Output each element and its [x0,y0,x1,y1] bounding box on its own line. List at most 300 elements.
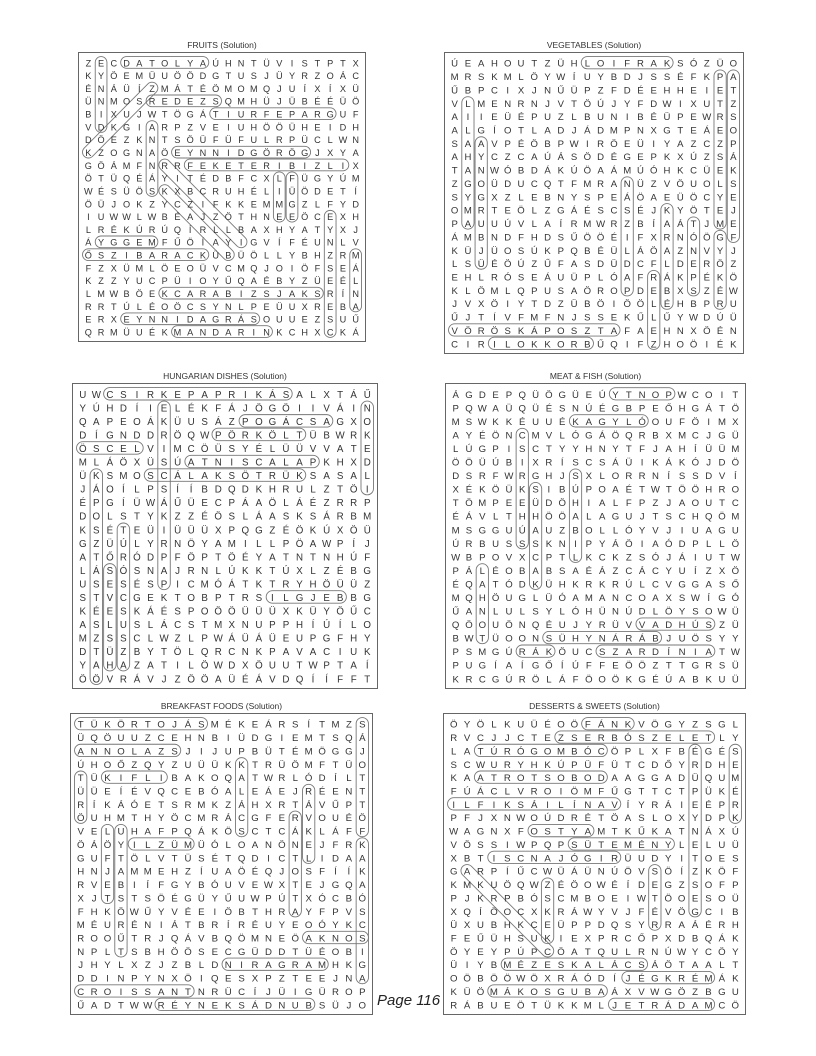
grid-letter: J [612,1000,618,1012]
grid-letter: K [309,525,317,537]
grid-letter: R [214,647,222,659]
grid-letter: K [211,799,219,811]
grid-letter: S [174,135,181,146]
grid-letter: L [546,674,552,686]
grid-letter: Ö [92,674,101,686]
grid-letter: N [174,538,182,550]
grid-letter: Ö [596,232,605,244]
grid-letter: U [224,880,232,892]
grid-letter: L [145,773,151,785]
grid-letter: R [597,138,605,150]
grid-letter: V [157,853,165,865]
grid-letter: K [359,866,366,878]
grid-letter: B [705,986,712,998]
grid-letter: A [136,58,143,69]
grid-letter: Q [78,416,87,428]
grid-letter: A [359,853,366,865]
grid-letter: G [301,147,309,158]
grid-letter: Y [585,620,593,632]
grid-letter: R [731,799,739,811]
grid-letter: M [116,813,125,825]
grid-letter: Í [94,430,98,442]
grid-letter: R [211,813,219,825]
grid-letter: Ö [291,933,299,945]
grid-letter: D [678,1000,686,1012]
grid-letter: L [598,1000,604,1012]
grid-letter: R [157,1000,165,1012]
grid-letter: I [176,314,179,325]
grid-letter: M [624,839,633,851]
grid-letter: R [345,839,353,851]
grid-letter: Z [544,880,551,892]
grid-letter: M [304,759,313,771]
grid-letter: S [131,986,138,998]
grid-letter: C [624,960,632,972]
grid-letter: Á [214,416,222,428]
grid-letter: J [573,620,578,632]
grid-letter: B [211,933,219,945]
grid-letter: L [107,511,113,523]
grid-letter: G [133,593,141,605]
grid-letter: E [187,96,194,107]
grid-letter: R [570,219,578,231]
grid-letter: K [663,58,671,70]
grid-letter: T [314,58,321,69]
grid-letter: C [705,906,712,918]
grid-letter: H [171,866,179,878]
grid-letter: Y [104,960,111,972]
grid-letter: Ü [731,606,739,618]
grid-letter: I [243,389,247,401]
grid-letter: G [122,122,131,133]
grid-letter: G [336,416,344,428]
grid-letter: U [288,301,296,312]
letter-grid [78,52,366,342]
grid-letter: P [571,759,578,771]
grid-letter: L [652,606,659,618]
grid-letter: R [638,430,646,442]
grid-letter: Ü [464,245,472,257]
grid-letter: Ú [463,786,471,798]
grid-letter: Ú [492,457,500,469]
grid-letter: O [304,920,313,932]
grid-letter: N [214,457,222,469]
grid-letter: D [638,606,646,618]
letter-grid [70,713,373,1015]
grid-letter: Z [314,314,321,325]
grid-letter: P [718,813,726,825]
grid-letter: Í [137,83,141,94]
grid-letter: S [678,471,686,483]
grid-letter: Ü [718,444,726,456]
grid-letter: U [505,606,513,618]
grid-letter: B [133,647,141,659]
grid-letter: I [680,525,684,537]
grid-letter: G [716,232,724,244]
grid-letter: A [678,498,686,510]
grid-letter: K [663,152,671,164]
grid-letter: Á [598,430,606,442]
grid-letter: A [610,325,618,337]
grid-letter: A [160,565,168,577]
grid-letter: D [676,259,684,271]
grid-letter: J [478,813,483,825]
grid-letter: S [572,471,579,483]
grid-letter: Ö [491,484,500,496]
grid-letter: Ö [295,525,304,537]
grid-letter: R [518,647,526,659]
grid-letter: I [162,444,166,456]
grid-letter: F [557,259,564,271]
grid-letter: A [199,314,206,325]
grid-letter: K [732,933,739,945]
grid-letter: T [171,853,178,865]
grid-letter: G [678,579,686,591]
grid-letter: P [638,498,646,510]
grid-letter: E [323,593,330,605]
grid-letter: K [318,933,326,945]
grid-letter: D [332,853,339,865]
grid-letter: T [340,58,346,69]
grid-letter: W [143,1000,153,1012]
grid-letter: S [144,986,151,998]
grid-letter: K [104,773,111,785]
grid-letter: Y [332,920,339,932]
grid-letter: Y [732,946,739,958]
grid-letter: M [451,593,460,605]
grid-letter: Ü [557,58,565,70]
grid-letter: I [125,250,128,261]
grid-letter: Á [174,471,181,483]
grid-letter: Á [352,263,359,274]
grid-letter: Ö [130,853,139,865]
grid-letter: Ó [571,606,580,618]
grid-letter: U [119,620,127,632]
grid-letter: K [255,579,263,591]
grid-letter: H [585,444,593,456]
grid-letter: Í [334,866,337,878]
grid-letter: Ü [133,498,141,510]
grid-letter: I [720,906,724,918]
grid-letter: Ö [173,71,182,82]
grid-letter: D [318,773,326,785]
grid-letter: Í [277,237,281,248]
grid-letter: Ű [224,893,232,905]
grid-letter: M [135,263,144,274]
grid-letter: Ü [731,660,739,672]
grid-letter: S [598,647,606,659]
grid-letter: C [478,674,486,686]
grid-letter: K [572,416,579,428]
grid-letter: Ö [184,946,192,958]
grid-letter: O [651,389,660,401]
grid-letter: S [691,880,699,892]
grid-letter: P [531,285,538,297]
grid-letter: Ü [339,96,347,107]
grid-letter: E [250,199,257,210]
grid-letter: I [612,58,616,70]
grid-letter: K [598,579,606,591]
grid-letter: M [304,733,313,745]
grid-letter: A [250,224,257,235]
grid-letter: X [174,186,181,197]
grid-letter: U [678,565,686,577]
grid-letter: I [352,403,356,415]
grid-letter: X [339,212,346,223]
grid-letter: L [505,339,511,351]
puzzle-title: DESSERTS & SWEETS (Solution) [529,701,660,711]
grid-letter: É [637,205,644,217]
grid-letter: L [174,403,181,415]
grid-letter: T [158,799,165,811]
grid-letter: C [225,263,232,274]
grid-letter: E [278,933,286,945]
grid-letter: J [158,933,164,945]
grid-letter: D [597,259,605,271]
grid-letter: S [106,565,114,577]
grid-letter: Q [517,285,525,297]
grid-letter: A [350,660,357,672]
grid-letter: R [638,471,646,483]
grid-letter: Ö [227,606,236,618]
grid-letter: E [278,786,286,798]
grid-letter: Í [613,973,616,985]
grid-letter: T [242,579,249,591]
grid-letter: M [463,205,472,217]
grid-letter: R [278,906,286,918]
grid-letter: R [718,920,726,932]
grid-letter: B [584,112,591,124]
grid-letter: L [305,853,312,865]
grid-letter: G [345,746,353,758]
grid-letter: E [690,112,697,124]
grid-letter: F [131,773,138,785]
grid-letter: É [93,606,100,618]
grid-letter: Á [332,826,339,838]
grid-letter: S [532,484,539,496]
grid-letter: Ú [557,759,565,771]
grid-letter: P [623,125,631,137]
grid-letter: U [123,109,130,120]
grid-letter: S [359,933,366,945]
grid-letter: Ö [476,719,485,731]
grid-letter: O [557,719,565,731]
grid-letter: Ö [583,152,592,164]
grid-letter: É [199,83,206,94]
grid-letter: C [314,212,321,223]
grid-letter: D [597,773,605,785]
grid-letter: G [584,853,592,865]
grid-letter: M [704,973,713,985]
grid-letter: V [557,98,565,110]
grid-letter: F [518,232,524,244]
grid-letter: S [730,178,737,190]
grid-letter: B [652,430,659,442]
grid-letter: T [269,565,276,577]
grid-letter: Ű [557,85,565,97]
grid-letter: U [117,826,125,838]
grid-letter: Ö [135,186,143,197]
grid-letter: J [558,853,564,865]
grid-letter: Z [93,538,100,550]
grid-letter: K [79,606,87,618]
grid-letter: Ö [200,660,209,672]
grid-letter: I [520,457,524,469]
grid-letter: X [278,880,286,892]
grid-letter: R [651,799,659,811]
grid-letter: D [278,946,286,958]
grid-letter: T [337,389,344,401]
grid-letter: T [678,826,685,838]
grid-letter: Í [189,484,193,496]
grid-letter: C [518,430,526,442]
grid-letter: U [211,866,219,878]
grid-letter: H [336,552,344,564]
grid-letter: F [263,109,270,120]
grid-letter: M [304,746,313,758]
grid-letter: P [692,538,699,550]
grid-letter: O [543,746,552,758]
grid-letter: V [625,620,632,632]
grid-letter: I [200,973,203,985]
grid-letter: K [323,457,330,469]
grid-letter: Ú [597,98,605,110]
grid-letter: G [358,960,367,972]
grid-letter: G [464,178,472,190]
grid-letter: S [504,325,511,337]
grid-letter: M [160,83,169,94]
grid-letter: U [690,178,697,190]
grid-letter: S [144,893,151,905]
grid-letter: P [288,135,296,146]
grid-letter: A [611,773,618,785]
grid-letter: F [345,826,352,838]
grid-letter: V [85,122,92,133]
grid-letter: K [276,327,283,338]
grid-letter: Á [110,83,117,94]
grid-letter: Á [199,109,206,120]
grid-letter: Q [531,620,540,632]
grid-letter: Ö [624,866,632,878]
grid-letter: I [365,484,369,496]
grid-letter: T [187,173,193,184]
grid-letter: S [451,138,458,150]
grid-letter: N [690,245,697,257]
grid-letter: A [336,444,344,456]
grid-letter: S [120,579,127,591]
grid-letter: J [353,224,358,235]
grid-letter: G [186,109,194,120]
grid-letter: Y [691,813,699,825]
grid-letter: A [345,853,353,865]
grid-letter: Ö [76,813,85,825]
grid-letter: C [637,759,645,771]
grid-letter: A [288,288,296,299]
grid-letter: D [597,125,605,137]
grid-letter: P [147,484,154,496]
grid-letter: L [283,593,289,605]
grid-letter: D [174,96,181,107]
grid-letter: T [478,312,485,324]
grid-letter: K [585,552,593,564]
grid-letter: N [323,552,331,564]
grid-letter: E [98,58,105,69]
grid-letter: R [119,552,127,564]
grid-letter: A [305,933,312,945]
grid-letter: F [337,674,344,686]
grid-letter: F [517,826,524,838]
grid-letter: O [505,565,513,577]
grid-letter: X [544,973,551,985]
grid-letter: G [478,444,487,456]
grid-letter: A [705,960,712,972]
grid-letter: X [110,314,117,325]
grid-letter: B [571,746,578,758]
grid-letter: X [133,457,141,469]
grid-letter: X [339,224,346,235]
grid-letter: B [288,160,296,171]
grid-letter: Ú [135,224,143,235]
grid-letter: U [558,620,566,632]
grid-letter: Z [93,633,100,645]
grid-letter: W [321,538,332,550]
grid-letter: L [612,498,619,510]
grid-letter: G [718,986,726,998]
grid-letter: L [518,72,524,84]
grid-letter: E [464,58,472,70]
grid-letter: V [199,122,206,133]
grid-letter: Ü [174,276,181,287]
grid-letter: L [314,199,321,210]
grid-letter: C [171,786,179,798]
grid-letter: G [598,416,606,428]
grid-letter: U [465,660,473,672]
grid-letter: Ó [558,593,566,605]
grid-letter: P [90,946,98,958]
grid-letter: D [339,122,347,133]
grid-letter: P [691,786,699,798]
grid-letter: G [212,71,220,82]
grid-letter: J [611,98,617,110]
grid-letter: T [215,552,222,564]
grid-letter: O [186,263,194,274]
grid-letter: X [718,826,726,838]
grid-letter: G [476,826,485,838]
grid-letter: T [506,511,512,523]
grid-letter: Z [703,58,710,70]
grid-letter: E [585,389,593,401]
grid-letter: V [611,799,618,811]
grid-letter: R [678,973,686,985]
grid-letter: S [171,799,178,811]
grid-letter: A [250,276,257,287]
grid-letter: É [703,272,711,284]
grid-letter: Á [228,579,236,591]
grid-letter: J [161,674,167,686]
grid-letter: Ö [173,109,182,120]
grid-letter: S [160,484,168,496]
grid-letter: Y [327,173,334,184]
grid-letter: K [730,165,737,177]
grid-letter: Ü [532,403,540,415]
grid-letter: Ö [545,389,553,401]
grid-letter: Í [188,224,192,235]
grid-letter: A [352,301,359,312]
grid-letter: E [305,839,312,851]
grid-letter: C [250,173,258,184]
grid-letter: A [665,773,672,785]
grid-letter: K [224,759,232,771]
